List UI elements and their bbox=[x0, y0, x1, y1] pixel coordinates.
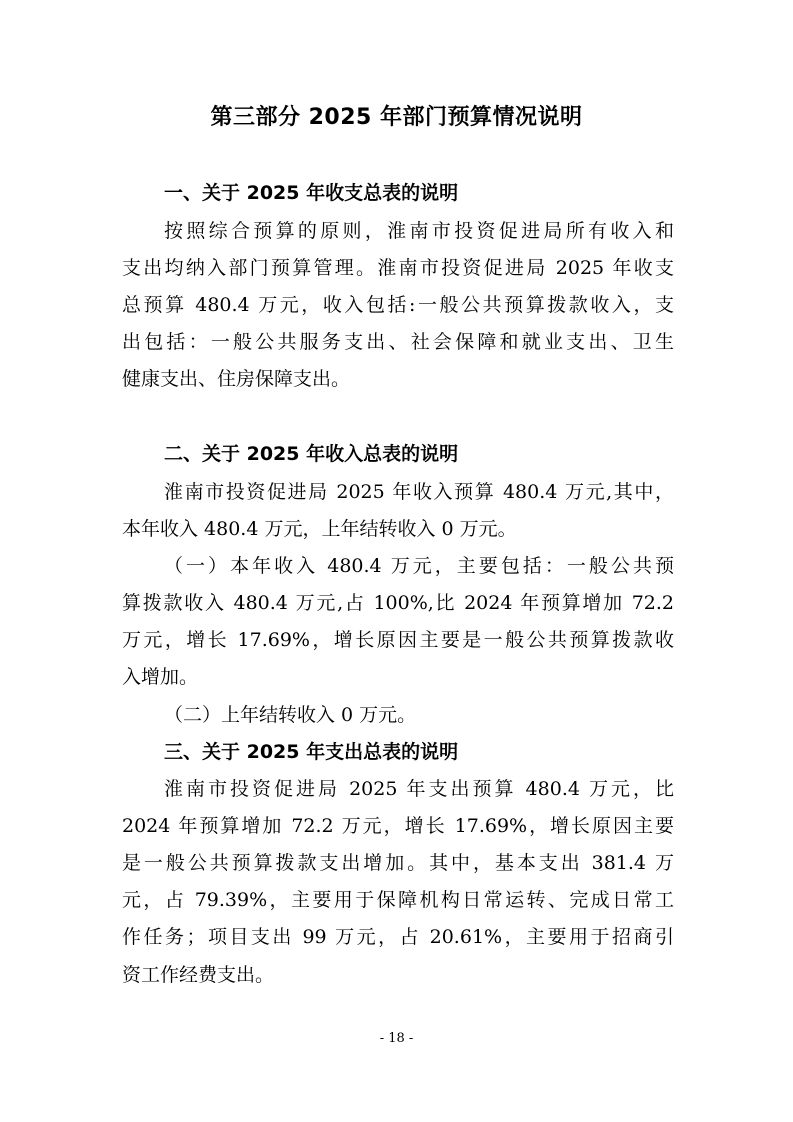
paragraph-line: 健康支出、住房保障支出。 bbox=[122, 368, 351, 390]
paragraph-line: 万元，增长 17.69%，增长原因主要是一般公共预算拨款收 bbox=[122, 629, 674, 651]
page-title: 第三部分 2025 年部门预算情况说明 bbox=[210, 105, 583, 130]
paragraph-line: 元，占 79.39%，主要用于保障机构日常运转、完成日常工 bbox=[122, 889, 674, 911]
paragraph-line: 2024 年预算增加 72.2 万元，增长 17.69%，增长原因主要 bbox=[122, 815, 674, 837]
section-heading: 二、关于 2025 年收入总表的说明 bbox=[164, 443, 459, 465]
paragraph-line: （二）上年结转收入 0 万元。 bbox=[164, 704, 417, 726]
paragraph-line: 是一般公共预算拨款支出增加。其中，基本支出 381.4 万 bbox=[122, 852, 674, 874]
paragraph-line: 出包括：一般公共服务支出、社会保障和就业支出、卫生 bbox=[122, 331, 674, 353]
paragraph-line: 资工作经费支出。 bbox=[122, 964, 275, 986]
paragraph-line: 本年收入 480.4 万元，上年结转收入 0 万元。 bbox=[122, 518, 517, 540]
paragraph-line: （一）本年收入 480.4 万元，主要包括：一般公共预 bbox=[164, 555, 674, 577]
paragraph-line: 总预算 480.4 万元，收入包括:一般公共预算拨款收入，支 bbox=[122, 294, 674, 316]
section-heading: 三、关于 2025 年支出总表的说明 bbox=[164, 741, 459, 763]
paragraph-line: 淮南市投资促进局 2025 年收入预算 480.4 万元,其中， bbox=[164, 481, 674, 503]
page-number: - 18 - bbox=[379, 1031, 414, 1046]
paragraph-line: 入增加。 bbox=[122, 666, 199, 688]
paragraph-line: 支出均纳入部门预算管理。淮南市投资促进局 2025 年收支 bbox=[122, 257, 674, 279]
paragraph-line: 淮南市投资促进局 2025 年支出预算 480.4 万元，比 bbox=[164, 778, 674, 800]
paragraph-line: 算拨款收入 480.4 万元,占 100%,比 2024 年预算增加 72.2 bbox=[122, 592, 674, 614]
paragraph-line: 作任务；项目支出 99 万元，占 20.61%，主要用于招商引 bbox=[122, 926, 674, 948]
section-heading: 一、关于 2025 年收支总表的说明 bbox=[164, 182, 459, 204]
paragraph-line: 按照综合预算的原则，淮南市投资促进局所有收入和 bbox=[164, 220, 674, 242]
